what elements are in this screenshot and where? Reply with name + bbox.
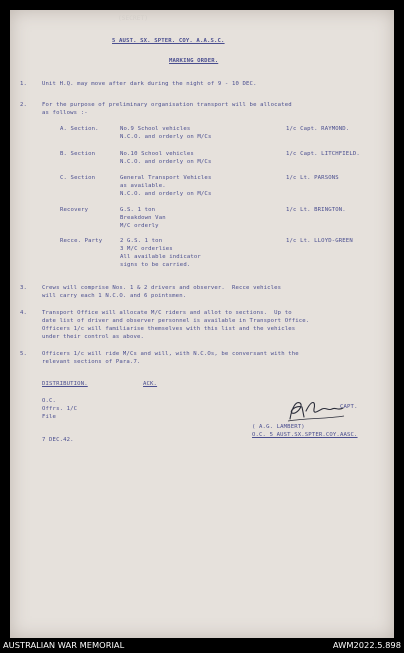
alloc-item: as available. xyxy=(120,183,166,189)
alloc-officer: 1/c Lt. BRINGTON. xyxy=(286,207,346,213)
ack-heading: ACK. xyxy=(143,381,158,387)
alloc-item: All available indicator xyxy=(120,254,201,260)
signature-rank: CAPT. xyxy=(340,404,358,410)
unit-heading: 5 AUST. SX. SPTER. COY. A.A.S.C. xyxy=(112,38,225,44)
para2-line: as follows :- xyxy=(42,110,88,116)
alloc-item: M/C orderly xyxy=(120,223,159,229)
alloc-item: N.C.O. and orderly on M/Cs xyxy=(120,191,212,197)
alloc-officer: 1/c Lt. PARSONS xyxy=(286,175,339,181)
alloc-item: General Transport Vehicles xyxy=(120,175,212,181)
header-stamp: (SECRET) xyxy=(118,15,149,22)
para4-number: 4. xyxy=(20,310,28,316)
alloc-label: Recovery xyxy=(60,207,89,213)
para4-line: Transport Office will allocate M/C riders and allot to sections. Up to xyxy=(42,310,292,316)
archive-reference: AWM2022.5.898 xyxy=(332,640,401,650)
alloc-item: N.C.O. and orderly on M/Cs xyxy=(120,159,212,165)
para5-line: Officers 1/c will ride M/Cs and will, with N.C.Os, be conversant with the xyxy=(42,351,299,357)
para4-line: date list of driver and observer personnel is available in Transport Office. xyxy=(42,318,310,324)
archive-credit: AUSTRALIAN WAR MEMORIAL xyxy=(3,640,125,650)
para3-number: 3. xyxy=(20,285,28,291)
para3-line: Crews will comprise Nos. 1 & 2 drivers and observer. Recce vehicles xyxy=(42,285,282,291)
alloc-item: No.10 School vehicles xyxy=(120,151,194,157)
alloc-officer: 1/c Lt. LLOYD-GREEN xyxy=(286,238,353,244)
distribution-heading: DISTRIBUTION. xyxy=(42,381,88,387)
para5-line: relevant sections of Para.7. xyxy=(42,359,141,365)
document-date: 7 DEC.42. xyxy=(42,437,74,443)
alloc-item: N.C.O. and orderly on M/Cs xyxy=(120,134,212,140)
para4-line: under their control as above. xyxy=(42,334,145,340)
para3-line: will carry each 1 N.C.O. and 6 pointsmen. xyxy=(42,293,187,299)
page-title: MARKING ORDER. xyxy=(169,58,219,64)
distribution-item: File xyxy=(42,414,57,420)
para2-number: 2. xyxy=(20,102,28,108)
alloc-item: 2 G.S. 1 ton xyxy=(120,238,163,244)
alloc-officer: 1/c Capt. LITCHFIELD. xyxy=(286,151,360,157)
signature-title: O.C. 5 AUST.SX.SPTER.COY.AASC. xyxy=(252,432,358,438)
alloc-item: Breakdown Van xyxy=(120,215,166,221)
alloc-label: C. Section xyxy=(60,175,96,181)
distribution-item: Offrs. 1/C xyxy=(42,406,78,412)
alloc-label: A. Section. xyxy=(60,126,99,132)
handwritten-signature xyxy=(286,397,346,423)
signature-name: ( A.G. LAMBERT) xyxy=(252,424,305,430)
alloc-item: G.S. 1 ton xyxy=(120,207,156,213)
alloc-item: 3 M/C orderlies xyxy=(120,246,173,252)
alloc-label: Recce. Party xyxy=(60,238,103,244)
para2-line: For the purpose of preliminary organisation transport will be allocated xyxy=(42,102,292,108)
distribution-item: O.C. xyxy=(42,398,57,404)
alloc-item: No.9 School vehicles xyxy=(120,126,191,132)
alloc-item: signs to be carried. xyxy=(120,262,191,268)
alloc-label: B. Section xyxy=(60,151,96,157)
para5-number: 5. xyxy=(20,351,28,357)
alloc-officer: 1/c Capt. RAYMOND. xyxy=(286,126,350,132)
para4-line: Officers 1/c will familiarise themselves with this list and the vehicles xyxy=(42,326,296,332)
para1-line: Unit H.Q. may move after dark during the night of 9 - 10 DEC. xyxy=(42,81,257,87)
para1-number: 1. xyxy=(20,81,28,87)
